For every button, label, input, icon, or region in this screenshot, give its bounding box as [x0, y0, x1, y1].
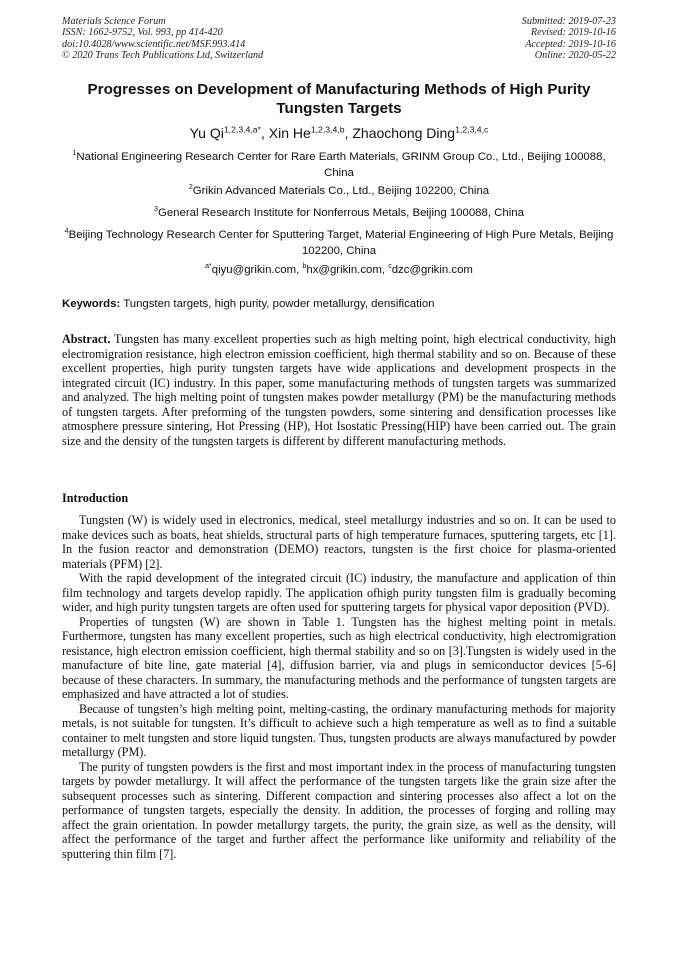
email-link[interactable]: hx@grikin.com,	[306, 264, 389, 276]
author-separator: ,	[344, 125, 353, 141]
introduction-body	[62, 513, 616, 861]
online-date: Online: 2020-05-22	[534, 50, 616, 62]
author-name: Xin He	[268, 125, 311, 141]
author-affiliation-marks: 1,2,3,4,c	[455, 124, 489, 135]
paragraph: Tungsten (W) is widely used in electronics, medical, steel metallurgy industries and so on. It can be used to make devices such as boats, heat shields, structural parts of high temperature furnaces, sputtering targets, etc [1]. In the fusion reactor and demonstration (DEMO) reactors, tungsten is the first choice for plasma-oriented materials (PFM) [2].	[62, 513, 616, 571]
journal-info	[62, 16, 263, 62]
issn-line: ISSN: 1662-9752, Vol. 993, pp 414-420	[62, 27, 223, 39]
paragraph: With the rapid development of the integrated circuit (IC) industry, the manufacture and application of thin film technology and targets develop rapidly. The application ofhigh purity tungsten film is gradually becoming wider, and high purity tungsten targets are often used for sputtering targets for physical vapor deposition (PVD).	[62, 571, 616, 614]
paragraph: The purity of tungsten powders is the first and most important index in the process of manufacturing tungsten targets by powder metallurgy. It will affect the performance of the tungsten targets like the grain size after the subsequent processes such as sintering. Different compaction and sintering processes also affect a lot on the performance of tungsten targets, especially the density. In addition, the processes of forging and rolling may affect the grain orientation. In powder metallurgy targets, the purity, the grain size, as well as the density, will affect the performance of the target and further affect the performance like uniformity and reliability of the sputtering thin film [7].	[62, 759, 616, 861]
email-link[interactable]: dzc@grikin.com	[391, 264, 473, 276]
accepted-date: Accepted: 2019-10-16	[525, 38, 616, 50]
abstract-text: Tungsten has many excellent properties such as high melting point, high electrical conductivity, high electromigration resistance, high electron emission coefficient, high thermal stability and so on. Because of these excellent properties, high purity tungsten targets have wide applications and development prospects in the integrated circuit (IC) industry. In this paper, some manufacturing methods of tungsten targets was summarized and analyzed. The high melting point of tungsten makes powder metallurgy (PM) be the manufacturing methods of tungsten targets. After preforming of the tungsten powders, some sintering and densification processes like atmosphere pressure sintering, Hot Pressing (HP), Hot Isostatic Pressing(HIP) have been carried out. The grain size and the density of the tungsten targets is different by different manufacturing methods.	[62, 332, 616, 448]
keywords-label: Keywords:	[62, 298, 121, 310]
journal-name: Materials Science Forum	[62, 16, 166, 27]
email-mark: a*	[205, 263, 212, 271]
author-list	[62, 124, 616, 142]
abstract-label: Abstract.	[62, 332, 111, 346]
author-name: Zhaochong Ding	[352, 125, 456, 141]
keywords	[62, 297, 616, 312]
author-name: Yu Qi	[189, 125, 224, 141]
affiliation-4	[62, 228, 616, 259]
submitted-date: Submitted: 2019-07-23	[521, 16, 616, 27]
affiliation-number: 2	[188, 184, 193, 192]
affiliation-text: Grikin Advanced Materials Co., Ltd., Beijing 102200, China	[192, 185, 490, 197]
affiliation-1	[62, 150, 616, 181]
affiliation-text: General Research Institute for Nonferrous Metals, Beijing 100088, China	[157, 207, 524, 219]
affiliation-number: 1	[72, 150, 77, 158]
revised-date: Revised: 2019-10-16	[530, 27, 616, 39]
affiliation-2	[62, 184, 616, 200]
abstract	[62, 332, 616, 448]
author-affiliation-marks: 1,2,3,4,b	[310, 124, 345, 135]
publication-dates	[522, 16, 616, 62]
author-affiliation-marks: 1,2,3,4,a*	[223, 124, 261, 135]
keywords-text: Tungsten targets, high purity, powder metallurgy, densification	[120, 298, 435, 310]
author-separator: ,	[261, 125, 269, 141]
section-heading-introduction: Introduction	[62, 491, 129, 505]
email-link[interactable]: qiyu@grikin.com,	[211, 264, 303, 276]
email-mark: c	[388, 263, 392, 271]
copyright-line: © 2020 Trans Tech Publications Ltd, Switzerland	[62, 50, 264, 62]
affiliation-number: 3	[154, 206, 158, 214]
email-mark: b	[302, 263, 307, 271]
affiliation-text: National Engineering Research Center for Rare Earth Materials, GRINM Group Co., Ltd., Beijing 100088, China	[76, 151, 606, 179]
paper-title: Progresses on Development of Manufacturing Methods of High Purity Tungsten Targets	[87, 81, 591, 117]
paragraph: Properties of tungsten (W) are shown in Table 1. Tungsten has the highest melting point in metals. Furthermore, tungsten has many excellent properties, such as high electrical conductivity, high electromigration resistance, high electron emission coefficient, high thermal stability and so on [3].Tungsten is widely used in the manufacture of bite line, gate material [4], diffusion barrier, via and plugs in semiconductor devices [5-6] because of these characters. In summary, the manufacturing methods and the performance of tungsten targets are emphasized and have attracted a lot of studies.	[62, 614, 616, 701]
affiliation-3	[62, 206, 616, 222]
affiliation-text: Beijing Technology Research Center for Sputtering Target, Material Engineering of High Pure Metals, Beijing 102200, China	[68, 229, 614, 257]
affiliation-number: 4	[64, 228, 69, 236]
paragraph: Because of tungsten’s high melting point, melting-casting, the ordinary manufacturing methods for majority metals, is not suitable for tungsten. It’s difficult to achieve such a high temperature as well as to find a suitable container to melt tungsten and store liquid tungsten. Thus, tungsten products are always manufactured by powder metallurgy (PM).	[62, 701, 616, 759]
contact-emails	[62, 263, 616, 279]
doi-line: doi:10.4028/www.scientific.net/MSF.993.414	[62, 38, 246, 50]
